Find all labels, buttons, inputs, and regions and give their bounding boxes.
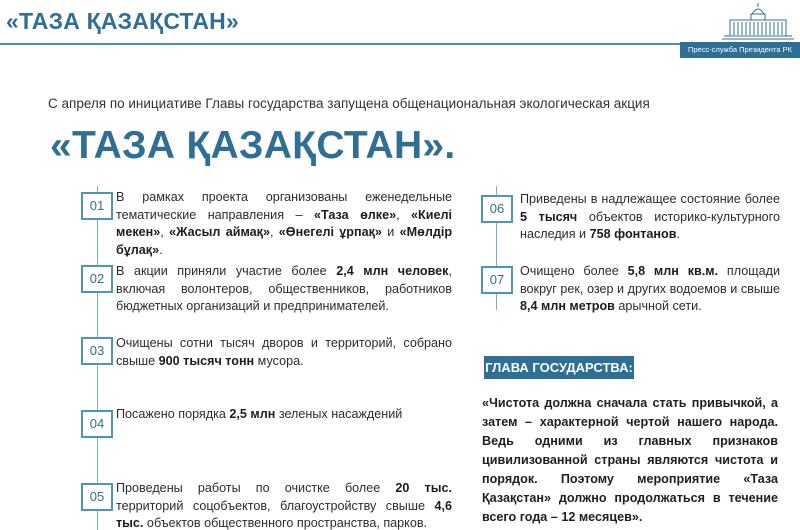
item-text-fragment: Очищены сотни тысяч дворов и территорий, собрано свыше (116, 336, 452, 368)
header-divider (0, 43, 700, 45)
item-text-highlight: 4,6 тыс. (116, 498, 452, 530)
header-title: «ТАЗА ҚАЗАҚСТАН» (6, 8, 239, 34)
item-text-fragment: Приведены в надлежащее состояние более (520, 192, 780, 206)
item-number: 05 (81, 483, 113, 511)
item-text (116, 263, 452, 316)
item-number: 04 (81, 410, 113, 438)
item-text (116, 406, 452, 424)
item-text-highlight: 20 тыс. (395, 481, 452, 495)
item-text-fragment: , (160, 225, 170, 239)
item-text-highlight: 758 фонтанов (589, 227, 677, 241)
item-text-fragment: мусора. (254, 353, 304, 368)
item-text-fragment: арычной сети. (614, 299, 702, 313)
item-text-fragment: , (269, 225, 279, 239)
item-text (520, 263, 780, 316)
item-text-fragment: В акции приняли участие более (116, 264, 337, 278)
item-text-fragment: объектов общественного пространства, парков. (143, 516, 428, 530)
item-text-fragment: и (381, 225, 400, 239)
item-text-highlight: «Өнегелі ұрпақ» (278, 225, 382, 239)
item-text-fragment: . (676, 227, 680, 241)
item-text-highlight: «Таза өлке» (313, 207, 397, 222)
item-text-highlight: 2,4 млн человек (336, 264, 449, 278)
president-quote: «Чистота должна сначала стать привычкой, а затем – характерной чертой нашего народа. Ведь одними из главных признаков цивилизованной страны являются чистота и порядок. Поэтому мероприятие «Таза Қазақстан» должно продолжаться в течение всего года – 12 месяцев». (482, 396, 778, 524)
akorda-building-icon (722, 2, 794, 42)
item-number: 02 (81, 265, 113, 293)
item-text-fragment: площади вокруг рек, озер и других водоемов и свыше (520, 264, 780, 296)
item-number: 07 (481, 266, 513, 294)
item-number: 01 (81, 192, 113, 220)
intro-text: С апреля по инициативе Главы государства запущена общенациональная экологическая акция (48, 96, 650, 111)
press-service-badge: Пресс-служба Президента РК (680, 42, 800, 58)
item-text-fragment: Очищено более (520, 264, 628, 278)
item-text (520, 191, 780, 244)
head-of-state-label: ГЛАВА ГОСУДАРСТВА: (484, 356, 634, 379)
item-text (116, 189, 452, 259)
item-text-fragment: зеленых насаждений (275, 407, 403, 421)
item-text-highlight: 5 тысяч (520, 209, 578, 224)
item-text-highlight: 5,8 млн кв.м. (627, 264, 719, 278)
item-text-fragment: , включая волонтеров, общественников, работников бюджетных организаций и предпринимателей. (116, 264, 452, 313)
item-text-fragment: территорий соцобъектов, благоустройству свыше (116, 498, 435, 513)
item-text-fragment: В рамках проекта организованы еженедельные тематические направления – (116, 190, 452, 222)
item-text-fragment: . (159, 242, 163, 257)
main-title: «ТАЗА ҚАЗАҚСТАН». (50, 124, 456, 167)
item-text-highlight: 2,5 млн (229, 407, 276, 421)
item-text-highlight: 900 тысяч тонн (158, 353, 255, 368)
item-number: 03 (81, 337, 113, 365)
item-text-fragment: , (396, 207, 412, 222)
item-text-highlight: «Мөлдір бұлақ» (116, 225, 453, 257)
item-text-highlight: «Жасыл аймақ» (169, 225, 270, 239)
item-text-fragment: Проведены работы по очистке более (116, 481, 396, 495)
item-text-fragment: Посажено порядка (116, 407, 230, 421)
item-number: 06 (481, 195, 513, 223)
item-text (116, 480, 452, 530)
item-text (116, 335, 452, 370)
item-text-highlight: 8,4 млн метров (520, 299, 615, 313)
item-text-fragment: объектов историко-культурного наследия и (520, 209, 780, 241)
item-text-highlight: «Киелі мекен» (116, 207, 452, 239)
